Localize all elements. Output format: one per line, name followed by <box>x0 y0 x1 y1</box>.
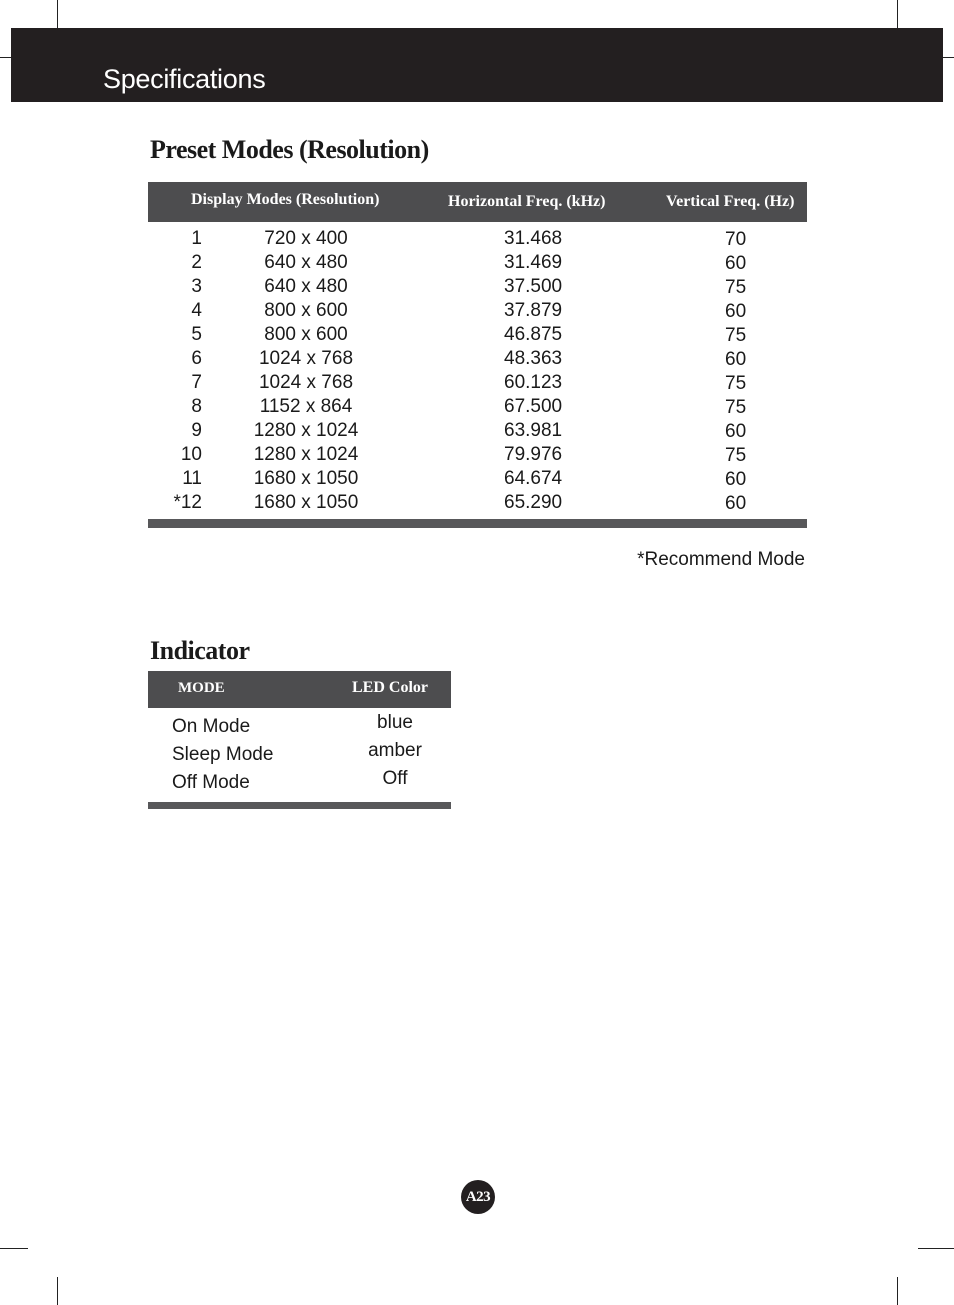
table-cell-num: 6 <box>191 348 202 369</box>
table-cell-hfreq: 31.469 <box>504 252 563 273</box>
table-cell-num: 2 <box>191 252 202 273</box>
table-cell-resolution: 1680 x 1050 <box>253 492 359 513</box>
horizontal-freq-column <box>504 227 562 515</box>
recommend-mode-note: *Recommend Mode <box>637 549 805 570</box>
resolution-column <box>236 227 376 515</box>
indicator-table-bottom-rule <box>148 802 451 809</box>
table-cell-hfreq: 79.976 <box>504 444 563 465</box>
table-cell-resolution: 720 x 400 <box>264 228 348 249</box>
table-cell-resolution: 640 x 480 <box>264 252 348 273</box>
table-cell-hfreq: 67.500 <box>504 396 563 417</box>
table-cell-vfreq: 75 <box>725 397 747 418</box>
table-cell-num: 4 <box>191 300 202 321</box>
table-cell-resolution: 1680 x 1050 <box>253 468 359 489</box>
table-cell-vfreq: 60 <box>725 469 747 490</box>
table-cell-resolution: 800 x 600 <box>264 324 348 345</box>
crop-mark <box>57 1277 58 1305</box>
vertical-freq-column <box>725 228 746 516</box>
column-header-vertical-freq: Vertical Freq. (Hz) <box>666 193 795 210</box>
table-cell-vfreq: 75 <box>725 373 747 394</box>
table-cell-hfreq: 63.981 <box>504 420 563 441</box>
table-cell-hfreq: 60.123 <box>504 372 563 393</box>
table-cell-hfreq: 64.674 <box>504 468 563 489</box>
table-cell-num: 10 <box>180 444 202 465</box>
table-cell-vfreq: 75 <box>725 277 747 298</box>
crop-mark <box>57 0 58 28</box>
table-cell-hfreq: 46.875 <box>504 324 563 345</box>
table-cell-num: *12 <box>173 492 202 513</box>
table-cell-num: 5 <box>191 324 202 345</box>
preset-modes-title: Preset Modes (Resolution) <box>150 135 429 164</box>
table-cell-led-color: amber <box>368 740 422 761</box>
table-cell-num: 1 <box>191 228 202 249</box>
table-cell-vfreq: 60 <box>725 301 747 322</box>
table-cell-vfreq: 60 <box>725 493 747 514</box>
table-cell-hfreq: 48.363 <box>504 348 563 369</box>
table-cell-resolution: 1024 x 768 <box>258 348 354 369</box>
table-cell-num: 8 <box>191 396 202 417</box>
indicator-mode-column <box>172 713 273 797</box>
table-cell-num: 3 <box>191 276 202 297</box>
indicator-title: Indicator <box>150 636 250 665</box>
table-cell-num: 9 <box>191 420 202 441</box>
table-cell-hfreq: 37.500 <box>504 276 563 297</box>
mode-number-column <box>160 227 202 515</box>
table-cell-resolution: 1280 x 1024 <box>253 420 359 441</box>
table-cell-mode: Sleep Mode <box>172 744 274 765</box>
preset-table-bottom-rule <box>148 519 807 528</box>
table-cell-vfreq: 60 <box>725 421 747 442</box>
column-header-horizontal-freq: Horizontal Freq. (kHz) <box>448 193 606 210</box>
table-cell-resolution: 800 x 600 <box>264 300 348 321</box>
table-cell-resolution: 1152 x 864 <box>259 396 353 417</box>
indicator-color-column <box>352 709 438 793</box>
table-cell-hfreq: 37.879 <box>504 300 563 321</box>
table-cell-vfreq: 60 <box>725 349 747 370</box>
column-header-led-color: LED Color <box>352 679 428 696</box>
table-cell-resolution: 640 x 480 <box>264 276 348 297</box>
crop-mark <box>918 1248 954 1249</box>
column-header-display-modes: Display Modes (Resolution) <box>191 191 380 208</box>
table-cell-num: 7 <box>191 372 202 393</box>
column-header-mode: MODE <box>178 680 225 696</box>
table-cell-vfreq: 60 <box>725 253 747 274</box>
table-cell-led-color: Off <box>382 768 408 789</box>
table-cell-resolution: 1024 x 768 <box>258 372 354 393</box>
page-number-badge: A23 <box>461 1180 495 1214</box>
page-header-title: Specifications <box>103 64 266 94</box>
table-cell-vfreq: 70 <box>725 229 747 250</box>
table-cell-resolution: 1280 x 1024 <box>253 444 359 465</box>
crop-mark <box>943 57 954 58</box>
table-cell-num: 11 <box>182 468 202 489</box>
table-cell-vfreq: 75 <box>725 325 747 346</box>
table-cell-mode: On Mode <box>172 716 251 737</box>
crop-mark <box>0 57 11 58</box>
table-cell-mode: Off Mode <box>172 772 250 793</box>
crop-mark <box>897 0 898 28</box>
table-cell-hfreq: 65.290 <box>504 492 563 513</box>
table-cell-hfreq: 31.468 <box>504 228 563 249</box>
table-cell-vfreq: 75 <box>725 445 747 466</box>
table-cell-led-color: blue <box>377 712 413 733</box>
crop-mark <box>0 1248 28 1249</box>
crop-mark <box>897 1277 898 1305</box>
